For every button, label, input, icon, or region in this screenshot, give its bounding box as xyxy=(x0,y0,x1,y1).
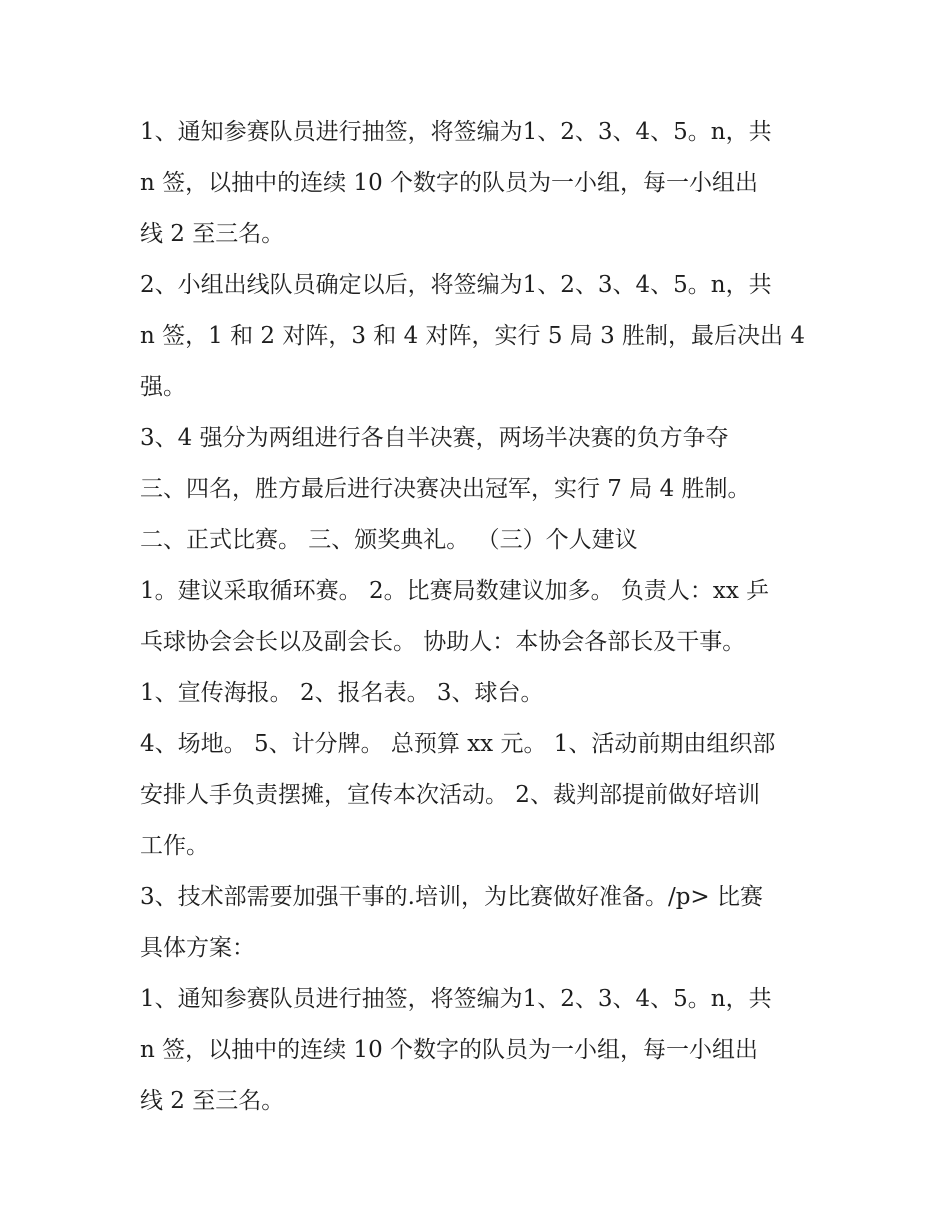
text-line: 强。 xyxy=(140,374,186,400)
text-line: 1、通知参赛队员进行抽签，将签编为1、2、3、4、5。n，共 xyxy=(140,119,772,145)
text-line: 1、宣传海报。 2、报名表。 3、球台。 xyxy=(140,680,544,706)
text-line: n 签，以抽中的连续 10 个数字的队员为一小组，每一小组出 xyxy=(140,1037,759,1063)
text-line: 1。建议采取循环赛。 2。比赛局数建议加多。 负责人：xx 乒 xyxy=(140,578,770,604)
text-line: 线 2 至三名。 xyxy=(140,1088,285,1114)
text-line: 线 2 至三名。 xyxy=(140,221,285,247)
text-line: n 签，以抽中的连续 10 个数字的队员为一小组，每一小组出 xyxy=(140,170,759,196)
text-line: 1、通知参赛队员进行抽签，将签编为1、2、3、4、5。n，共 xyxy=(140,986,772,1012)
text-line: 安排人手负责摆摊，宣传本次活动。 2、裁判部提前做好培训 xyxy=(140,782,760,808)
document-body xyxy=(140,107,820,1127)
text-line: 3、4 强分为两组进行各自半决赛，两场半决赛的负方争夺 xyxy=(140,425,729,451)
text-line: 乓球协会会长以及副会长。 协助人：本协会各部长及干事。 xyxy=(140,629,746,655)
text-line: 三、四名，胜方最后进行决赛决出冠军，实行 7 局 4 胜制。 xyxy=(140,476,751,502)
text-line: n 签，1 和 2 对阵，3 和 4 对阵，实行 5 局 3 胜制，最后决出 4 xyxy=(140,323,805,349)
text-line: 2、小组出线队员确定以后，将签编为1、2、3、4、5。n，共 xyxy=(140,272,772,298)
text-line: 具体方案： xyxy=(140,935,255,961)
text-line: 二、正式比赛。 三、颁奖典礼。 （三）个人建议 xyxy=(140,527,638,553)
text-line: 4、场地。 5、计分牌。 总预算 xx 元。 1、活动前期由组织部 xyxy=(140,731,776,757)
text-line: 3、技术部需要加强干事的.培训，为比赛做好准备。/p> 比赛 xyxy=(140,884,763,910)
text-line: 工作。 xyxy=(140,833,209,859)
